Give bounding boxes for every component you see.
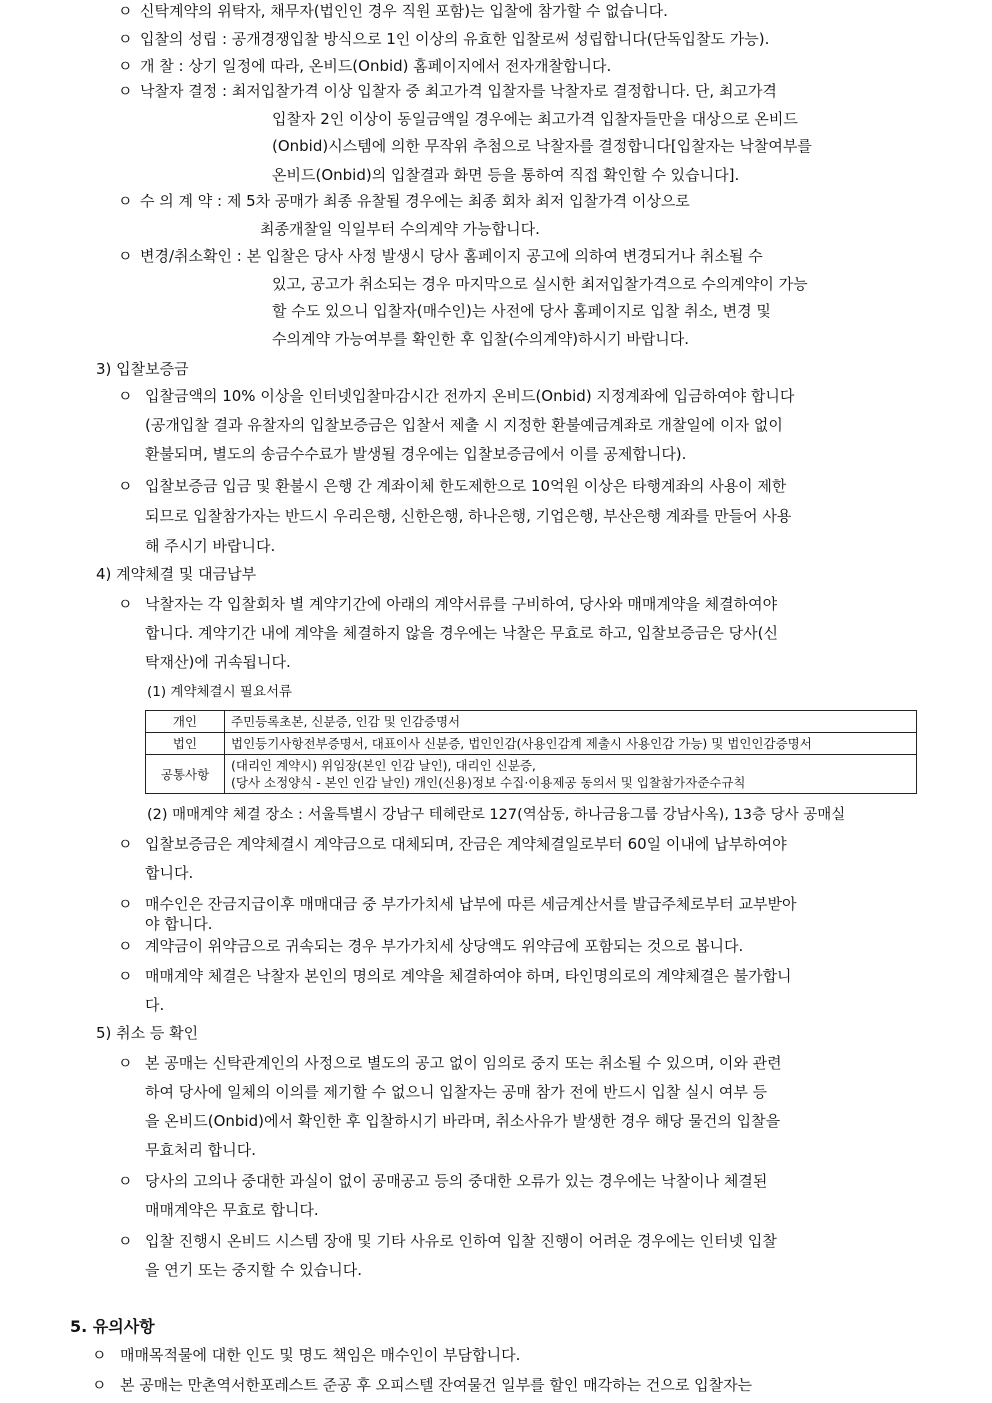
paragraph-line: 수의계약 가능여부를 확인한 후 입찰(수의계약)하시기 바랍니다. <box>272 330 690 348</box>
paragraph-line: 합니다. 계약기간 내에 계약을 체결하지 않을 경우에는 낙찰은 무효로 하고, 입찰보증금은 당사(신 <box>145 624 778 642</box>
bullet-glyph: ㅇ <box>118 1232 133 1250</box>
row-value: 주민등록초본, 신분증, 인감 및 인감증명서 <box>225 711 917 733</box>
bullet-glyph: ㅇ <box>118 387 133 405</box>
paragraph-line: 되므로 입찰참가자는 반드시 우리은행, 신한은행, 하나은행, 기업은행, 부산은행 계좌를 만들어 사용 <box>145 507 792 525</box>
paragraph-line: 환불되며, 별도의 송금수수료가 발생될 경우에는 입찰보증금에서 이를 공제합니다). <box>145 445 687 463</box>
bullet-glyph: ㅇ <box>118 2 133 20</box>
docs-subheading: (1) 계약체결시 필요서류 <box>147 684 293 700</box>
bullet-glyph: ㅇ <box>118 895 133 913</box>
bullet-glyph: ㅇ <box>118 82 133 100</box>
paragraph-line: 다. <box>145 996 165 1014</box>
bullet-glyph: ㅇ <box>118 937 133 955</box>
section-heading-contract: 4) 계약체결 및 대금납부 <box>96 565 257 583</box>
paragraph-line: 변경/취소확인 : 본 입찰은 당사 사정 발생시 당사 홈페이지 공고에 의하여 변경되거나 취소될 수 <box>140 247 763 265</box>
paragraph-line: 야 합니다. <box>145 915 213 933</box>
paragraph-line: 해 주시기 바랍니다. <box>145 537 276 555</box>
bullet-glyph: ㅇ <box>118 1172 133 1190</box>
paragraph-line: 입찰자 2인 이상이 동일금액일 경우에는 최고가격 입찰자들만을 대상으로 온비드 <box>272 110 798 128</box>
paragraph-line: 하여 당사에 일체의 이의를 제기할 수 없으니 입찰자는 공매 참가 전에 반드시 입찰 실시 여부 등 <box>145 1083 768 1101</box>
section-heading-notes: 5. 유의사항 <box>70 1317 155 1336</box>
paragraph-line: 매매계약은 무효로 합니다. <box>145 1201 319 1219</box>
table-row <box>146 755 917 794</box>
paragraph-line: 온비드(Onbid)의 입찰결과 화면 등을 통하여 직접 확인할 수 있습니다]. <box>272 166 740 184</box>
paragraph-line: 본 공매는 만촌역서한포레스트 준공 후 오피스텔 잔여물건 일부를 할인 매각하는 건으로 입찰자는 <box>120 1376 753 1394</box>
bullet-glyph: ㅇ <box>118 30 133 48</box>
paragraph-line: 입찰금액의 10% 이상을 인터넷입찰마감시간 전까지 온비드(Onbid) 지정계좌에 입금하여야 합니다 <box>145 387 795 405</box>
paragraph-line: 신탁계약의 위탁자, 채무자(법인인 경우 직원 포함)는 입찰에 참가할 수 없습니다. <box>140 2 668 20</box>
paragraph-line: 낙찰자는 각 입찰회차 별 계약기간에 아래의 계약서류를 구비하여, 당사와 매매계약을 체결하여야 <box>145 595 778 613</box>
bullet-glyph: ㅇ <box>118 57 133 75</box>
table-row <box>146 733 917 755</box>
bullet-glyph: ㅇ <box>118 835 133 853</box>
paragraph-line: 할 수도 있으니 입찰자(매수인)는 사전에 당사 홈페이지로 입찰 취소, 변경 및 <box>272 302 771 320</box>
bullet-glyph: ㅇ <box>118 247 133 265</box>
paragraph-line: 입찰 진행시 온비드 시스템 장애 및 기타 사유로 인하여 입찰 진행이 어려운 경우에는 인터넷 입찰 <box>145 1232 777 1250</box>
bullet-glyph: ㅇ <box>118 595 133 613</box>
row-value <box>225 755 917 794</box>
row-label: 공통사항 <box>146 755 225 794</box>
row-label: 법인 <box>146 733 225 755</box>
paragraph-line: 합니다. <box>145 864 194 882</box>
paragraph-line: 매매계약 체결은 낙찰자 본인의 명의로 계약을 체결하여야 하며, 타인명의로의 계약체결은 불가합니 <box>145 967 792 985</box>
paragraph-line: 개 찰 : 상기 일정에 따라, 온비드(Onbid) 홈페이지에서 전자개찰합니다. <box>140 57 612 75</box>
bullet-glyph: ㅇ <box>92 1346 107 1364</box>
paragraph-line: 무효처리 합니다. <box>145 1141 256 1159</box>
section-heading-deposit: 3) 입찰보증금 <box>96 360 189 378</box>
paragraph-line: 매매목적물에 대한 인도 및 명도 책임은 매수인이 부담합니다. <box>120 1346 521 1364</box>
bullet-glyph: ㅇ <box>92 1376 107 1394</box>
paragraph-line: 입찰의 성립 : 공개경쟁입찰 방식으로 1인 이상의 유효한 입찰로써 성립합니다(단독입찰도 가능). <box>140 30 770 48</box>
paragraph-line: 을 온비드(Onbid)에서 확인한 후 입찰하시기 바라며, 취소사유가 발생한 경우 해당 물건의 입찰을 <box>145 1112 781 1130</box>
paragraph-line: 수 의 계 약 : 제 5차 공매가 최종 유찰될 경우에는 최종 회차 최저 입찰가격 이상으로 <box>140 192 690 210</box>
table-row <box>146 711 917 733</box>
bullet-glyph: ㅇ <box>118 967 133 985</box>
row-value-line: (당사 소정양식 - 본인 인감 날인) 개인(신용)정보 수집·이용제공 동의서 및 입찰참가자준수규칙 <box>231 775 746 790</box>
row-value-line: (대리인 계약시) 위임장(본인 인감 날인), 대리인 신분증, <box>231 758 536 773</box>
bullet-glyph: ㅇ <box>118 477 133 495</box>
paragraph-line: (공개입찰 결과 유찰자의 입찰보증금은 입찰서 제출 시 지정한 환불예금계좌로 개찰일에 이자 없이 <box>145 416 783 434</box>
paragraph-line: 최종개찰일 익일부터 수의계약 가능합니다. <box>260 220 540 238</box>
paragraph-line: 있고, 공고가 취소되는 경우 마지막으로 실시한 최저입찰가격으로 수의계약이 가능 <box>272 275 808 293</box>
paragraph-line: 낙찰자 결정 : 최저입찰가격 이상 입찰자 중 최고가격 입찰자를 낙찰자로 결정합니다. 단, 최고가격 <box>140 82 777 100</box>
bullet-glyph: ㅇ <box>118 1054 133 1072</box>
bullet-glyph: ㅇ <box>118 192 133 210</box>
paragraph-line: 탁재산)에 귀속됩니다. <box>145 653 291 671</box>
paragraph-line: 매수인은 잔금지급이후 매매대금 중 부가가치세 납부에 따른 세금계산서를 발급주체로부터 교부받아 <box>145 895 797 913</box>
paragraph-line: 입찰보증금은 계약체결시 계약금으로 대체되며, 잔금은 계약체결일로부터 60일 이내에 납부하여야 <box>145 835 787 853</box>
paragraph-line: 을 연기 또는 중지할 수 있습니다. <box>145 1261 362 1279</box>
paragraph-line: 계약금이 위약금으로 귀속되는 경우 부가가치세 상당액도 위약금에 포함되는 것으로 봅니다. <box>145 937 744 955</box>
paragraph-line: 당사의 고의나 중대한 과실이 없이 공매공고 등의 중대한 오류가 있는 경우에는 낙찰이나 체결된 <box>145 1172 768 1190</box>
paragraph-line: (Onbid)시스템에 의한 무작위 추첨으로 낙찰자를 결정합니다[입찰자는 낙찰여부를 <box>272 137 812 155</box>
contract-place: (2) 매매계약 체결 장소 : 서울특별시 강남구 테헤란로 127(역삼동, 하나금융그룹 강남사옥), 13층 당사 공매실 <box>147 807 846 823</box>
required-documents-table <box>145 710 917 794</box>
row-value: 법인등기사항전부증명서, 대표이사 신분증, 법인인감(사용인감계 제출시 사용인감 가능) 및 법인인감증명서 <box>225 733 917 755</box>
paragraph-line: 본 공매는 신탁관계인의 사정으로 별도의 공고 없이 임의로 중지 또는 취소될 수 있으며, 이와 관련 <box>145 1054 782 1072</box>
row-label: 개인 <box>146 711 225 733</box>
paragraph-line: 입찰보증금 입금 및 환불시 은행 간 계좌이체 한도제한으로 10억원 이상은 타행계좌의 사용이 제한 <box>145 477 787 495</box>
section-heading-cancel: 5) 취소 등 확인 <box>96 1024 199 1042</box>
